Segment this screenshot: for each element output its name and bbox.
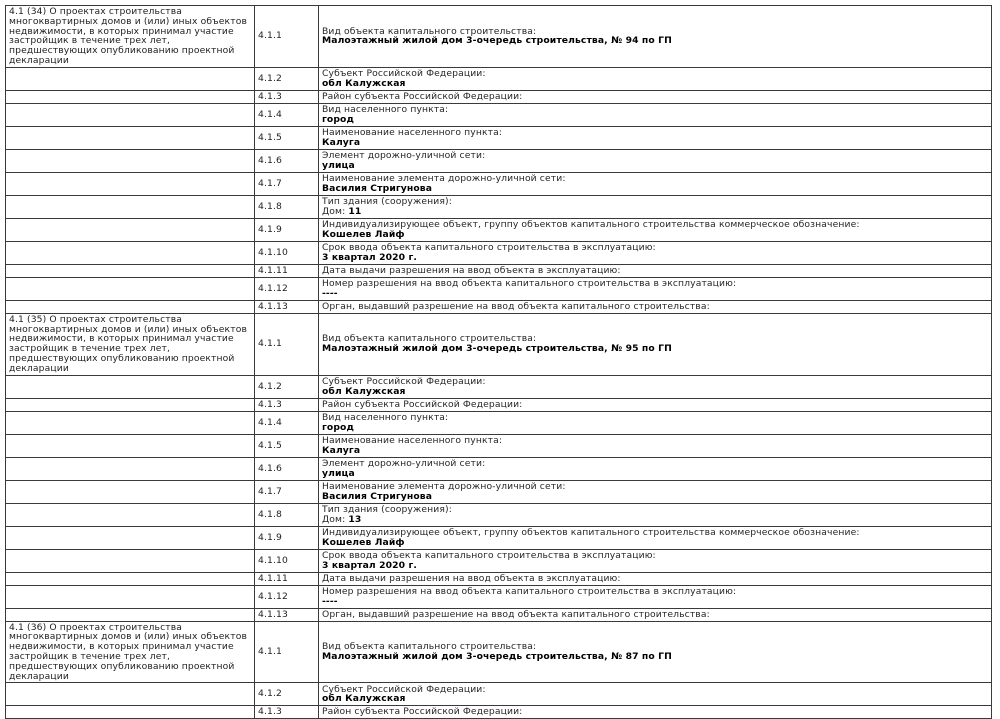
field-value-text: обл Калужская [322,77,406,89]
empty-cell [6,526,255,549]
field-value-text: Малоэтажный жилой дом 3-очередь строительства, № 94 по ГП [322,35,672,47]
field-value-text: город [322,421,355,433]
table-row [6,526,992,549]
table-row [6,172,992,195]
field-value-text: Малоэтажный жилой дом 3-очередь строительства, № 95 по ГП [322,343,672,355]
field-value [322,253,988,263]
table-row [6,411,992,434]
row-number: 4.1.10 [255,549,319,572]
table-row [6,457,992,480]
row-number: 4.1.13 [255,300,319,313]
empty-cell [6,126,255,149]
row-number: 4.1.3 [255,90,319,103]
field-label: Район субъекта Российской Федерации: [322,398,523,410]
table-row [6,67,992,90]
row-content [319,126,992,149]
table-row [6,264,992,277]
field-value [322,492,988,502]
row-number: 4.1.12 [255,585,319,608]
field-value [322,597,988,607]
row-content [319,526,992,549]
row-content [319,706,992,719]
field-value-text: Василия Стригунова [322,182,433,194]
field-label: Субъект Российской Федерации: [322,683,486,695]
row-number: 4.1.12 [255,277,319,300]
empty-cell [6,103,255,126]
row-content [319,67,992,90]
field-value-text: 13 [348,513,362,525]
field-value-text: Калуга [322,444,361,456]
field-value [322,515,988,525]
field-label: Район субъекта Российской Федерации: [322,706,523,718]
field-label: Индивидуализирующее объект, группу объектов капитального строительства коммерческое обозначение: [322,526,860,538]
empty-cell [6,241,255,264]
row-number: 4.1.6 [255,149,319,172]
row-content [319,585,992,608]
field-value [322,423,988,433]
row-number: 4.1.1 [255,313,319,375]
row-number: 4.1.6 [255,457,319,480]
row-number: 4.1.5 [255,434,319,457]
table-row [6,572,992,585]
field-value [322,387,988,397]
row-number: 4.1.13 [255,608,319,621]
section-description: 4.1 (36) О проектах строительства многоквартирных домов и (или) иных объектов недвижимости, в которых принимал участие застройщик в течение трех лет, предшествующих опубликованию проектной декларации [6,621,255,683]
table-row [6,585,992,608]
field-value-prefix: Дом: [322,205,349,217]
empty-cell [6,411,255,434]
row-number: 4.1.7 [255,172,319,195]
empty-cell [6,277,255,300]
row-content [319,457,992,480]
empty-cell [6,218,255,241]
row-number: 4.1.7 [255,480,319,503]
table-row [6,218,992,241]
empty-cell [6,67,255,90]
field-value [322,230,988,240]
row-content [319,549,992,572]
field-label: Орган, выдавший разрешение на ввод объекта капитального строительства: [322,608,710,620]
field-value-text: 11 [348,205,362,217]
field-value-text: улица [322,159,355,171]
table-row [6,277,992,300]
field-value [322,652,988,662]
row-content [319,90,992,103]
row-number: 4.1.11 [255,264,319,277]
empty-cell [6,608,255,621]
empty-cell [6,264,255,277]
field-value [322,344,988,354]
field-value [322,469,988,479]
empty-cell [6,195,255,218]
field-label: Вид объекта капитального строительства: [322,641,537,653]
table-row [6,549,992,572]
row-content [319,103,992,126]
field-value-text: обл Калужская [322,693,406,705]
empty-cell [6,300,255,313]
field-value [322,538,988,548]
table-row [6,103,992,126]
row-number: 4.1.9 [255,218,319,241]
table-row [6,126,992,149]
field-value-text: 3 квартал 2020 г. [322,251,417,263]
empty-cell [6,172,255,195]
field-label: Субъект Российской Федерации: [322,375,486,387]
row-content [319,411,992,434]
row-content [319,218,992,241]
field-value-text: улица [322,467,355,479]
row-number: 4.1.8 [255,195,319,218]
field-label: Индивидуализирующее объект, группу объектов капитального строительства коммерческое обозначение: [322,218,860,230]
field-value-text: Калуга [322,136,361,148]
table-row [6,503,992,526]
field-label: Наименование элемента дорожно-уличной сети: [322,172,566,184]
empty-cell [6,585,255,608]
field-label: Срок ввода объекта капитального строительства в эксплуатацию: [322,241,656,253]
row-number: 4.1.2 [255,683,319,706]
field-value-text: Малоэтажный жилой дом 3-очередь строительства, № 87 по ГП [322,650,672,662]
field-value-text: город [322,113,355,125]
empty-cell [6,480,255,503]
field-label: Элемент дорожно-уличной сети: [322,457,486,469]
field-label: Наименование населенного пункта: [322,126,503,138]
row-content [319,480,992,503]
empty-cell [6,572,255,585]
row-content [319,313,992,375]
section-description: 4.1 (34) О проектах строительства многоквартирных домов и (или) иных объектов недвижимости, в которых принимал участие застройщик в течение трех лет, предшествующих опубликованию проектной декларации [6,6,255,68]
row-content [319,375,992,398]
field-value-text: ---- [322,595,338,607]
row-number: 4.1.10 [255,241,319,264]
field-value [322,138,988,148]
section-description: 4.1 (35) О проектах строительства многоквартирных домов и (или) иных объектов недвижимости, в которых принимал участие застройщик в течение трех лет, предшествующих опубликованию проектной декларации [6,313,255,375]
row-content [319,195,992,218]
row-content [319,149,992,172]
row-content [319,683,992,706]
row-number: 4.1.1 [255,621,319,683]
field-value [322,446,988,456]
field-value [322,115,988,125]
table-row [6,375,992,398]
field-value-text: Василия Стригунова [322,490,433,502]
empty-cell [6,706,255,719]
row-content [319,300,992,313]
empty-cell [6,149,255,172]
table-row [6,300,992,313]
field-value [322,161,988,171]
field-value-text: Кошелев Лайф [322,228,405,240]
table-row [6,90,992,103]
empty-cell [6,375,255,398]
row-content [319,264,992,277]
field-value [322,184,988,194]
field-value [322,561,988,571]
row-content [319,572,992,585]
table-row [6,706,992,719]
row-number: 4.1.2 [255,375,319,398]
table-row [6,480,992,503]
row-number: 4.1.8 [255,503,319,526]
table-row [6,6,992,68]
field-value [322,207,988,217]
row-number: 4.1.3 [255,706,319,719]
row-number: 4.1.9 [255,526,319,549]
field-label: Субъект Российской Федерации: [322,67,486,79]
field-label: Номер разрешения на ввод объекта капитального строительства в эксплуатацию: [322,585,737,597]
table-row [6,241,992,264]
field-value-prefix: Дом: [322,513,349,525]
row-content [319,398,992,411]
field-label: Элемент дорожно-уличной сети: [322,149,486,161]
empty-cell [6,398,255,411]
row-content [319,241,992,264]
table-row [6,398,992,411]
empty-cell [6,683,255,706]
field-value-text: Кошелев Лайф [322,536,405,548]
empty-cell [6,549,255,572]
field-value-text: обл Калужская [322,385,406,397]
field-label: Дата выдачи разрешения на ввод объекта в эксплуатацию: [322,264,621,276]
table-row [6,434,992,457]
row-content [319,621,992,683]
row-content [319,608,992,621]
row-content [319,277,992,300]
field-label: Срок ввода объекта капитального строительства в эксплуатацию: [322,549,656,561]
row-number: 4.1.4 [255,411,319,434]
row-content [319,434,992,457]
field-label: Вид населенного пункта: [322,411,449,423]
empty-cell [6,90,255,103]
empty-cell [6,503,255,526]
table-row [6,608,992,621]
field-label: Район субъекта Российской Федерации: [322,90,523,102]
table-row [6,683,992,706]
field-label: Вид населенного пункта: [322,103,449,115]
declaration-table-body [6,6,992,719]
row-number: 4.1.4 [255,103,319,126]
empty-cell [6,457,255,480]
field-label: Дата выдачи разрешения на ввод объекта в эксплуатацию: [322,572,621,584]
row-content [319,503,992,526]
row-number: 4.1.3 [255,398,319,411]
field-label: Тип здания (сооружения): [322,503,452,515]
declaration-table [5,5,992,719]
table-row [6,195,992,218]
row-number: 4.1.5 [255,126,319,149]
row-content [319,172,992,195]
table-row [6,313,992,375]
field-label: Тип здания (сооружения): [322,195,452,207]
field-value-text: 3 квартал 2020 г. [322,559,417,571]
field-value [322,79,988,89]
row-number: 4.1.2 [255,67,319,90]
field-value [322,36,988,46]
field-value [322,289,988,299]
empty-cell [6,434,255,457]
field-label: Орган, выдавший разрешение на ввод объекта капитального строительства: [322,300,710,312]
row-content [319,6,992,68]
field-value [322,694,988,704]
table-row [6,149,992,172]
field-label: Вид объекта капитального строительства: [322,25,537,37]
field-label: Наименование элемента дорожно-уличной сети: [322,480,566,492]
row-number: 4.1.1 [255,6,319,68]
field-label: Номер разрешения на ввод объекта капитального строительства в эксплуатацию: [322,277,737,289]
field-label: Наименование населенного пункта: [322,434,503,446]
table-row [6,621,992,683]
field-value-text: ---- [322,287,338,299]
row-number: 4.1.11 [255,572,319,585]
field-label: Вид объекта капитального строительства: [322,333,537,345]
